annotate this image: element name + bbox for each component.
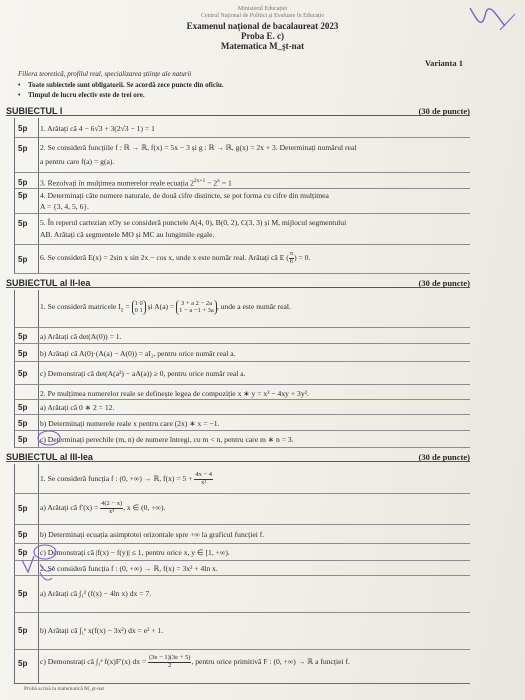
points-label: 5p — [18, 626, 28, 635]
s2-q2-text: 2. Pe mulțimea numerelor reale se definește legea de compoziție x ∗ y = x² − 4xy + 3y². — [40, 389, 309, 398]
s3-q2-text: 2. Se consideră funcția f : (0, +∞) → ℝ, f(x) = 3x² + 4ln x. — [40, 564, 218, 573]
eq-part: = 0. — [296, 252, 311, 262]
s3-q2-b-text: b) Arătați că ∫₁ᵉ x(f(x) − 3x²) dx = e² + 1. — [40, 626, 164, 635]
pen-checkmark — [22, 556, 34, 572]
matrix-row: 1 0 — [134, 300, 143, 307]
footer-text: Probă scrisă la matematică M_şt-nat — [24, 686, 105, 692]
points-label: 5p — [18, 435, 28, 444]
s1-item-6-text: 6. Se consideră E(x) = 2sin x sin 2x − cos x, unde x este număr real. Arătați că E ( $\frac{\pi}{6}$ ) = 0. — [40, 250, 311, 265]
instruction-1-text: Toate subiectele sunt obligatorii. Se acordă zece puncte din oficiu. — [28, 81, 224, 89]
numerator: (3e − 1)(3e + 5) — [149, 654, 191, 661]
matrix-row: 1 − a −1 + 3a — [179, 307, 214, 315]
denominator: 6 — [289, 257, 294, 265]
denominator: x² — [201, 478, 207, 486]
s2-q2-b-text: b) Determinați numerele reale x pentru care (2x) ∗ x = −1. — [40, 419, 220, 428]
numerator: π — [289, 250, 294, 257]
points-label: 5p — [18, 504, 28, 513]
eq-part: 6. Se consideră E(x) = 2sin x sin 2x − cos x, unde x este număr real. Arătați că E — [40, 252, 285, 262]
filiera-text: Filiera teoretică, profilul real, specializarea științe ale naturii — [18, 70, 192, 78]
s2-q1-b-text: b) Arătați că A(0)·(A(a) − A(0)) = aI₂, pentru orice număr real a. — [40, 349, 236, 358]
s2-q2-a-text: a) Arătați că 0 ∗ 2 = 12. — [40, 403, 115, 412]
matrix-row: 3 + a 2 − 2a — [181, 300, 212, 307]
denominator: 2 — [168, 661, 172, 669]
pen-stroke — [40, 572, 52, 580]
eq-part: a) Arătați că f′(x) = — [40, 502, 101, 512]
points-label: 5p — [18, 178, 28, 187]
points-label: 5p — [18, 191, 28, 200]
s1-item-2-line1: 2. Se consideră funcțiile f : ℝ → ℝ, f(x) = 5x − 3 și g : ℝ → ℝ, g(x) = 2x + 3. Determinați numărul real — [40, 143, 357, 152]
s1-item-5-line1: 5. În reperul cartezian xOy se consideră punctele A(4, 0), B(0, 2), C(3, 3) și M, mijlocul segmentului — [40, 218, 347, 227]
eq-part: = — [123, 302, 132, 312]
points-label: 5p — [18, 419, 28, 428]
eq-exponent: x — [217, 178, 220, 184]
points-label: 5p — [18, 255, 28, 264]
points-label: 5p — [18, 369, 28, 378]
section-1-points: (30 de puncte) — [418, 106, 470, 116]
ministry-name: Ministerul Educației — [237, 6, 288, 12]
s1-item-4-line1: 4. Determinați câte numere naturale, de două cifre distincte, se pot forma cu cifre din mulțimea — [40, 191, 329, 200]
eq-exponent: 2x+1 — [193, 178, 206, 184]
points-label: 5p — [18, 403, 28, 412]
eq-part: și A(a) = — [145, 302, 177, 312]
section-2-title: SUBIECTUL al II-lea — [6, 278, 91, 288]
s3-q1-c-text: c) Demonstrați că |f(x) − f(y)| ≤ 1, pentru orice x, y ∈ [1, +∞). — [40, 548, 230, 557]
section-1-title: SUBIECTUL I — [6, 106, 63, 116]
s1-item-2-line2: a pentru care f(a) = g(a). — [40, 157, 115, 166]
s2-q1-c-text: c) Demonstrați că det(A(a²) − aA(a)) ≥ 0, pentru orice număr real a. — [40, 369, 246, 378]
eq-subscript: 2 — [120, 307, 124, 314]
eq-part: 3. Rezolvați în mulțimea numerelor reale ecuația 2 — [40, 178, 194, 188]
section-2-points: (30 de puncte) — [418, 278, 470, 288]
pen-circle-s2-q2c — [38, 431, 60, 445]
subject-title: Matematica M_şt-nat — [220, 41, 305, 51]
points-label: 5p — [18, 144, 28, 153]
points-label: 5p — [18, 219, 28, 228]
points-label: 5p — [18, 548, 28, 557]
numerator: 4x − 4 — [195, 471, 213, 478]
points-label: 5p — [18, 589, 28, 598]
proba-title: Proba E. c) — [240, 31, 285, 41]
pen-circle-s3-q1c — [34, 545, 56, 559]
points-label: 5p — [18, 530, 28, 539]
points-label: 5p — [18, 349, 28, 358]
eq-part: 1. Se consideră funcția f : (0, +∞) → ℝ, f(x) = 5 + — [40, 473, 195, 483]
eq-part: , x ∈ (0, +∞). — [123, 502, 166, 512]
variant-label: Varianta 1 — [424, 58, 463, 68]
numerator: 4(2 − x) — [101, 500, 123, 507]
s1-item-4-line2: A = {3, 4, 5, 6}. — [40, 202, 89, 211]
pen-stroke — [40, 564, 54, 571]
matrix-row: 0 1 — [134, 307, 143, 315]
s1-item-5-line2: AB. Arătați că segmentele MO și MC au lungimile egale. — [40, 230, 215, 239]
center-name: Centrul Național de Politici și Evaluare în Educație — [200, 13, 325, 19]
s3-q2-a-text: a) Arătați că ∫₁² (f(x) − 4ln x) dx = 7. — [40, 589, 152, 598]
s2-q2-c-text: c) Determinați perechile (m, n) de numere întregi, cu m < n, pentru care m ∗ n = 3. — [40, 435, 294, 444]
section-3-points: (30 de puncte) — [418, 452, 470, 462]
points-label: 5p — [18, 659, 28, 668]
points-label: 5p — [18, 332, 28, 341]
denominator: x³ — [109, 507, 115, 515]
s3-q1-b-text: b) Determinați ecuația asimptotei orizontale spre +∞ la graficul funcției f. — [40, 530, 265, 539]
instruction-2-text: Timpul de lucru efectiv este de trei ore. — [28, 91, 145, 99]
section-3-title: SUBIECTUL al III-lea — [6, 452, 93, 462]
eq-part: 1. Se consideră matricele I — [40, 302, 121, 312]
bullet-icon: • — [18, 91, 21, 99]
s1-item-1-text: 1. Arătați că 4 − 6√3 + 3(2√3 − 1) = 1 — [40, 124, 155, 133]
exam-title: Examenul național de bacalaureat 2023 — [186, 21, 339, 31]
pen-scribble-top-right — [470, 8, 505, 26]
points-label: 5p — [18, 124, 28, 133]
eq-part: , unde a este număr real. — [216, 302, 291, 312]
eq-part: c) Demonstrați că ∫₁ᵉ f(x)F′(x) dx = — [40, 656, 149, 666]
eq-part: − 2 — [205, 178, 218, 188]
s2-q1-a-text: a) Arătați că det(A(0)) = 1. — [40, 332, 122, 341]
eq-part: , pentru orice primitivă F : (0, +∞) → ℝ a funcției f. — [191, 656, 350, 666]
bullet-icon: • — [18, 81, 21, 89]
eq-part: = 1 — [219, 178, 232, 188]
